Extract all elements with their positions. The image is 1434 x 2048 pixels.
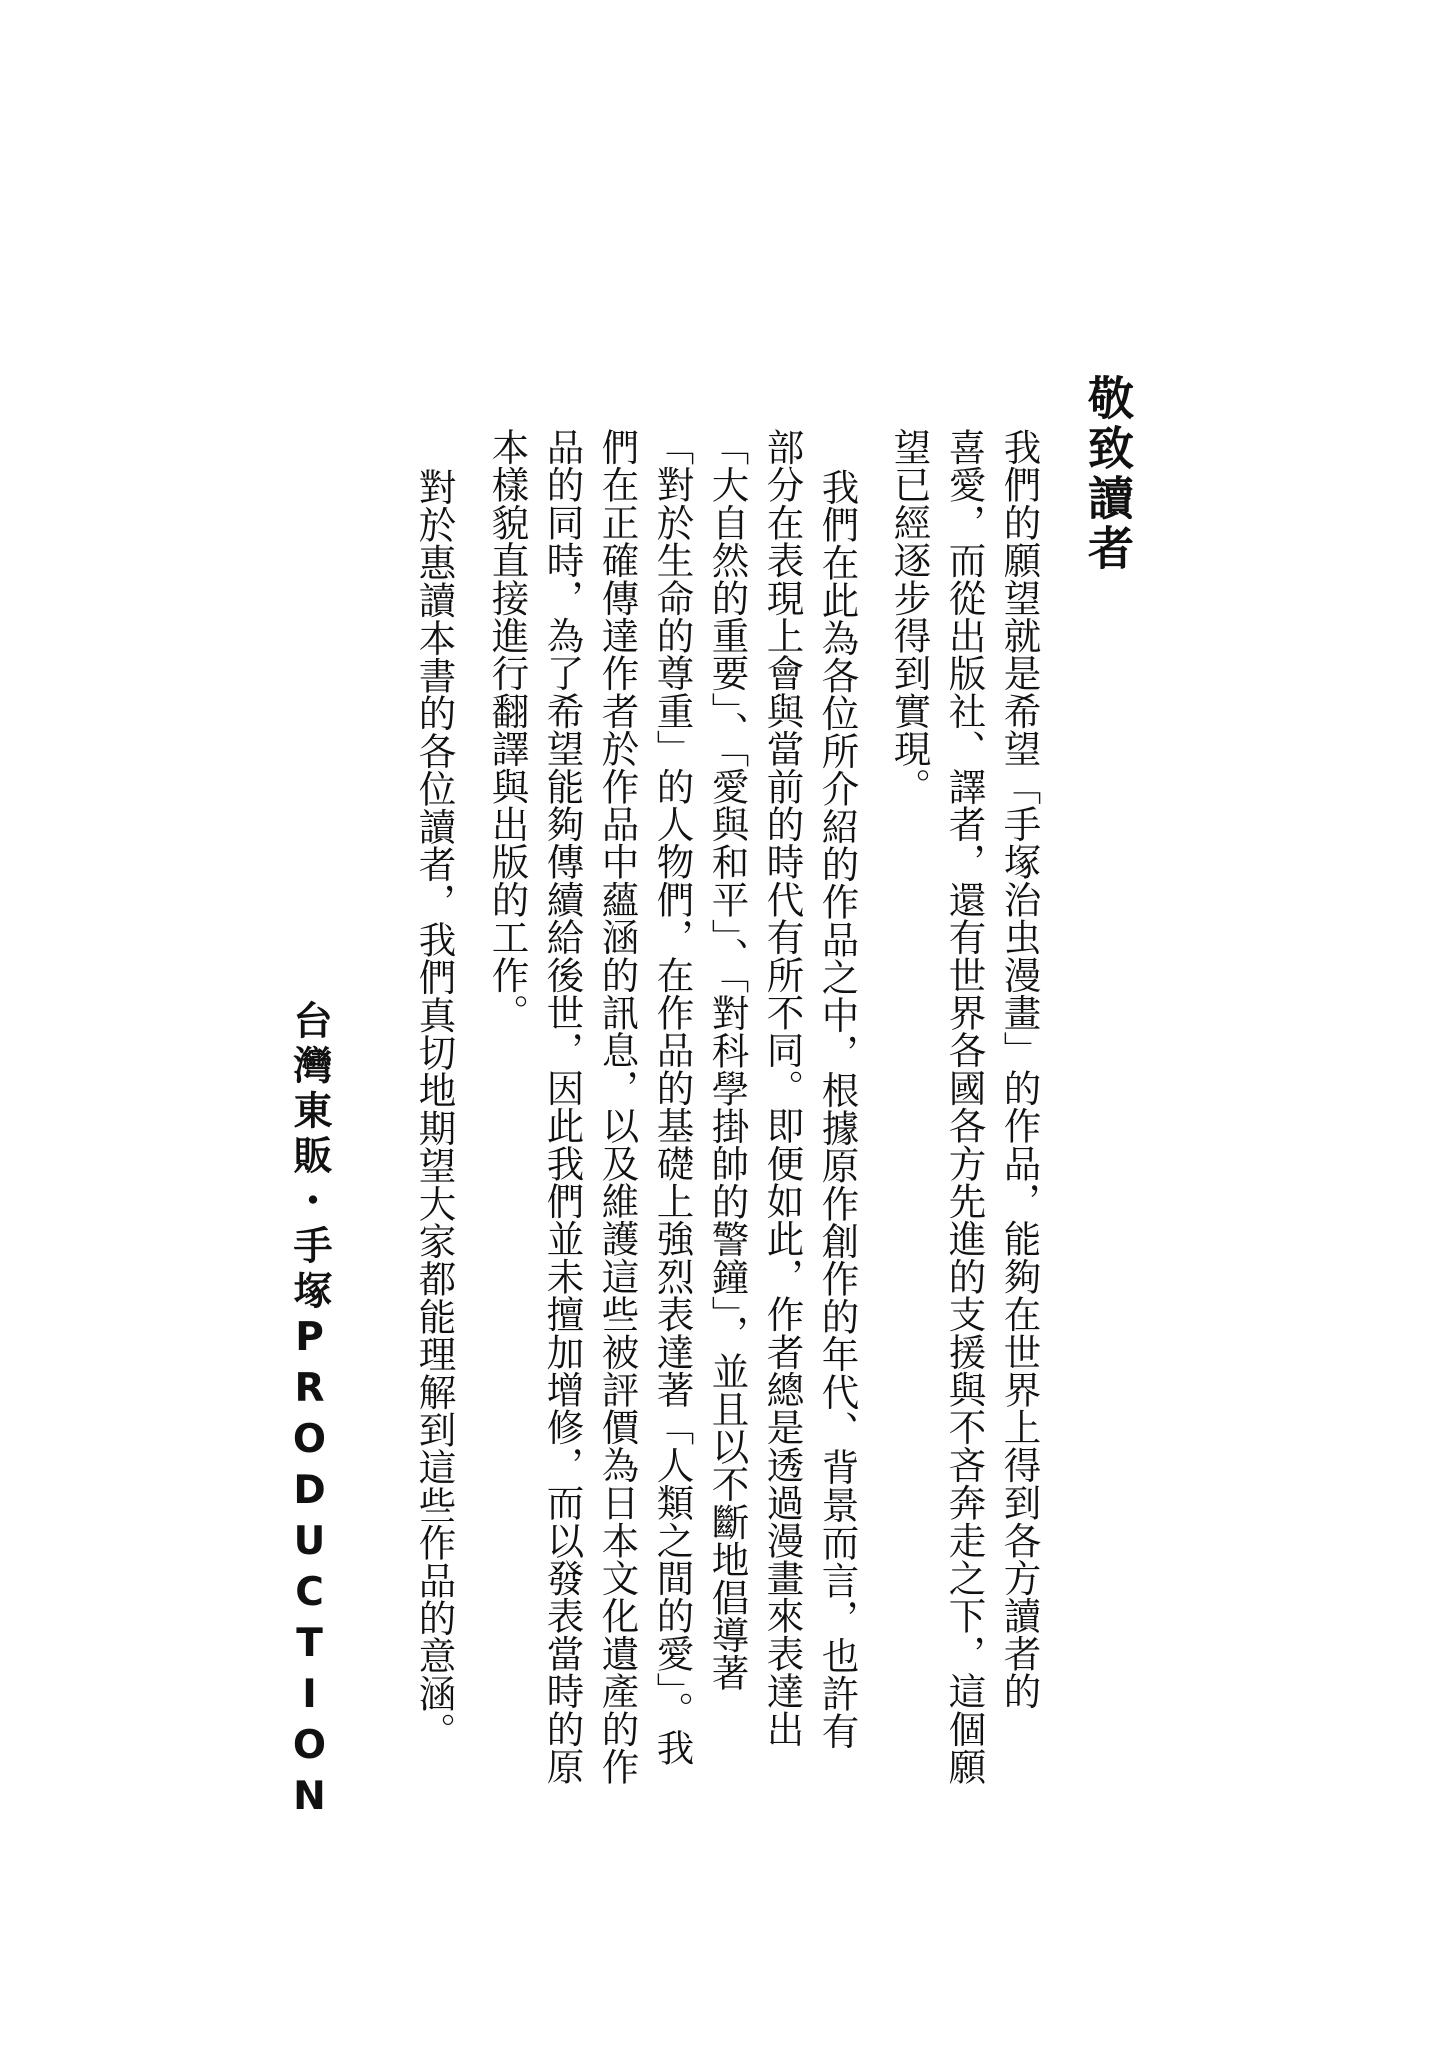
body-line: 「對於生命的尊重」的人物們，在作品的基礎上強烈表達著「人類之間的愛」。我 xyxy=(650,428,695,1767)
body-line: 部分在表現上會與當前的時代有所不同。即便如此，作者總是透過漫畫來表達出 xyxy=(760,428,805,1748)
body-line: 我們的願望就是希望「手塚治虫漫畫」的作品，能夠在世界上得到各方讀者的 xyxy=(997,428,1042,1710)
publisher-credit: 台灣東販・手塚PRODUCTION xyxy=(287,1000,332,1825)
body-line: 本樣貌直接進行翻譯與出版的工作。 xyxy=(485,428,530,1032)
body-line: 「大自然的重要」、「愛與和平」、「對科學掛帥的警鐘」，並且以不斷地倡導著 xyxy=(705,428,750,1692)
body-line: 我們在此為各位所介紹的作品之中，根據原作創作的年代、背景而言，也許有 xyxy=(815,468,860,1750)
body-line: 們在正確傳達作者於作品中蘊涵的訊息，以及維護這些被評價為日本文化遺產的作 xyxy=(595,428,640,1786)
body-line: 望已經逐步得到實現。 xyxy=(887,428,932,805)
body-line: 喜愛，而從出版社、譯者，還有世界各國各方先進的支援與不吝奔走之下，這個願 xyxy=(942,428,987,1786)
body-line: 對於惠讀本書的各位讀者，我們真切地期望大家都能理解到這些作品的意涵。 xyxy=(412,468,457,1750)
body-line: 品的同時，為了希望能夠傳續給後世，因此我們並未擅加增修，而以發表當時的原 xyxy=(540,428,585,1786)
page-title: 敬致讀者 xyxy=(1081,374,1135,574)
